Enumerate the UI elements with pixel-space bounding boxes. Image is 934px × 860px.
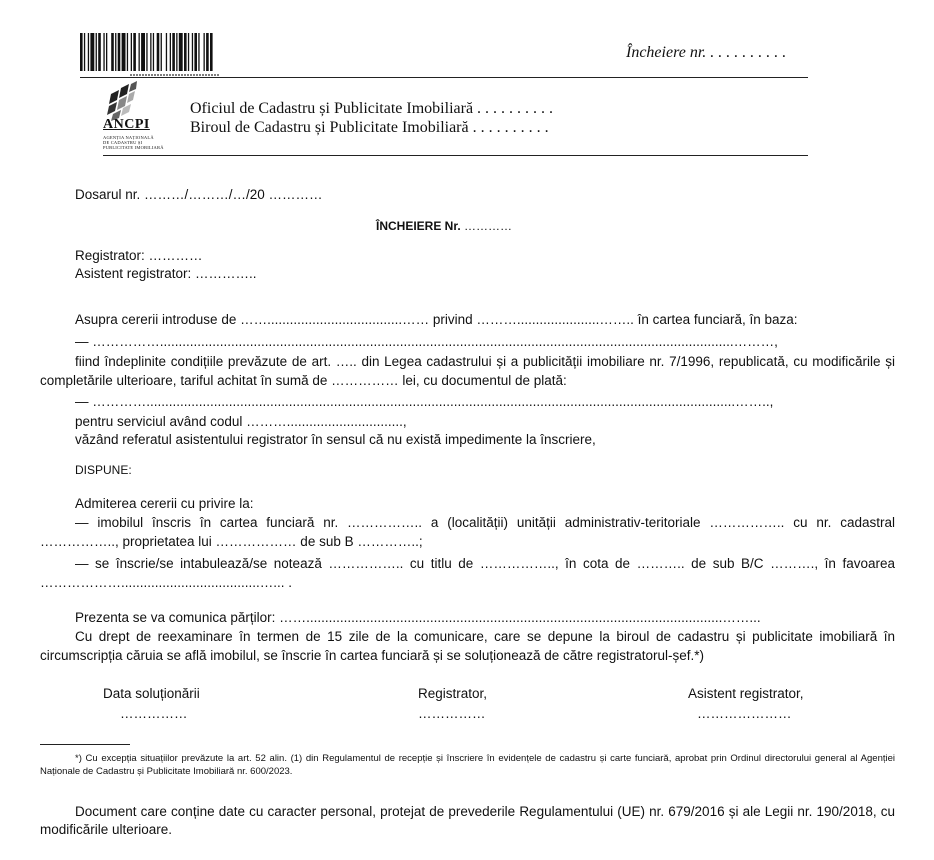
footnote-rule bbox=[40, 744, 130, 745]
ancpi-logo bbox=[103, 80, 178, 160]
incheiere-heading bbox=[376, 219, 512, 233]
signature-registrator-dots: …………… bbox=[418, 706, 486, 721]
incheiere-heading-bold: ÎNCHEIERE Nr. bbox=[376, 219, 461, 233]
office-line-oficiul: Oficiul de Cadastru și Publicitate Imobiliară . . . . . . . . . . bbox=[190, 100, 554, 117]
header-bottom-rule bbox=[103, 155, 808, 156]
paragraph-fiind: fiind îndeplinite condițiile prevăzute de art. ….. din Legea cadastrului și a publicității imobiliare nr. 7/1996, republicată, cu modificările și completările ulterioare, tariful achitat în sumă de …………… lei, cu documentul de plată: bbox=[40, 354, 895, 388]
registrator-line: Registrator: ………… bbox=[75, 248, 203, 263]
header-title-incheiere: Încheiere nr. . . . . . . . . . . bbox=[626, 44, 787, 61]
paragraph-prezenta: Prezenta se va comunica părților: ……...............................................................................................................……... bbox=[75, 610, 761, 625]
signature-registrator-label: Registrator, bbox=[418, 686, 488, 701]
paragraph-inscrie: — se înscrie/se intabulează/se notează …………….. cu titlu de …………….., în cota de ……….. de sub B/C ………., în favoarea ……………….....................................…... . bbox=[40, 556, 895, 590]
logo-subtext: AGENȚIA NAȚIONALĂ DE CADASTRU ȘI PUBLICITATE IMOBILIARĂ bbox=[103, 135, 164, 150]
incheiere-heading-dots: ………… bbox=[460, 219, 513, 233]
paragraph-vazand: văzând referatul asistentului registrator în sensul că nu există impedimente la înscriere, bbox=[75, 432, 596, 447]
logo-text: ANCPI bbox=[103, 117, 150, 132]
paragraph-asupra: Asupra cererii introduse de ……....................................…… privind ………......................…….. în cartea funciară, în baza: bbox=[75, 312, 798, 327]
dosar-number: Dosarul nr. ………/………/…/20 ………… bbox=[75, 187, 323, 202]
gdpr-notice: Document care conține date cu caracter personal, protejat de prevederile Regulamentului (UE) nr. 679/2016 și ale Legii nr. 190/2018, cu modificările ulterioare. bbox=[40, 804, 895, 837]
signature-asistent-label: Asistent registrator, bbox=[688, 686, 804, 701]
signature-asistent-dots: ………………… bbox=[697, 706, 792, 721]
paragraph-dash-2: — ………….............................................................................................................................................................…….., bbox=[75, 394, 774, 409]
signature-data-dots: …………… bbox=[120, 706, 188, 721]
header-top-rule bbox=[80, 77, 808, 78]
barcode bbox=[80, 33, 270, 77]
dispune-label: DISPUNE: bbox=[75, 463, 132, 477]
paragraph-imobil: — imobilul înscris în cartea funciară nr. …………….. a (localității) unității administrativ-teritoriale …………….. cu nr. cadastral …………….., proprietatea lui ……………… de sub B …………..; bbox=[40, 515, 895, 549]
office-line-biroul: Biroul de Cadastru și Publicitate Imobiliară . . . . . . . . . . bbox=[190, 119, 549, 136]
signature-data-label: Data soluționării bbox=[103, 686, 200, 701]
paragraph-drept: Cu drept de reexaminare în termen de 15 zile de la comunicare, care se depune la biroul de cadastru și publicitate imobiliară în circumscripția căruia se află imobilul, se înscrie în cartea funciară și se soluționează de către registratorul-șef.*) bbox=[40, 629, 895, 663]
paragraph-serviciu: pentru serviciul având codul ………..............................., bbox=[75, 414, 407, 429]
asistent-line: Asistent registrator: ………….. bbox=[75, 266, 257, 281]
paragraph-dash-1: — …………….........................................................................................................................................................………, bbox=[75, 334, 778, 349]
footnote-text: *) Cu excepția situațiilor prevăzute la art. 52 alin. (1) din Regulamentul de recepție și înscriere în evidențele de cadastru și carte funciară, aprobat prin Ordinul directorului general al Agenției Naționale de Cadastru și Publicitate Imobiliară nr. 600/2023. bbox=[40, 753, 895, 777]
paragraph-admiterea: Admiterea cererii cu privire la: bbox=[75, 496, 254, 511]
